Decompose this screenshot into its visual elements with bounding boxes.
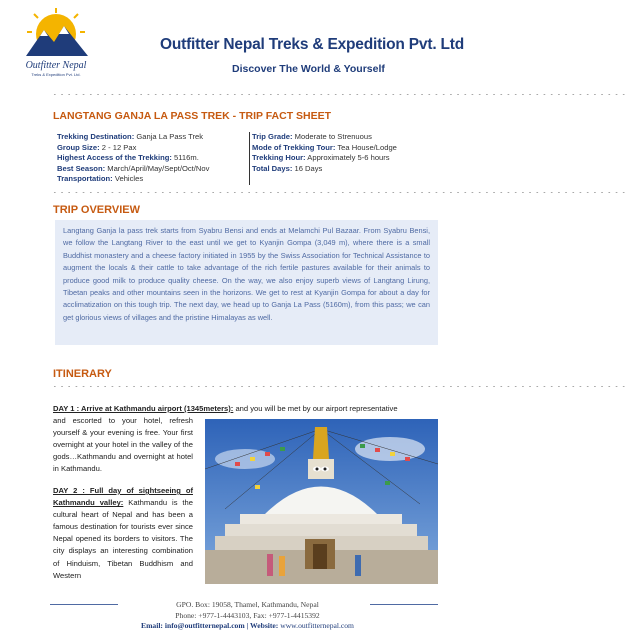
fact-value: Tea House/Lodge	[337, 142, 397, 152]
divider: - - - - - - - - - - - - - - - - - - - - - - - - - - - - - - - - - - - - - - - - - - - - - - - - - - - - - - - - - - - - - - - - - - - - - - - - - - - - - - - -	[53, 383, 626, 390]
facts-right-column	[249, 132, 442, 185]
facts-left-column	[57, 132, 237, 185]
page-footer	[0, 600, 495, 632]
fact-label: Total Days:	[252, 163, 293, 173]
logo-subtext: Treks & Expedition Pvt. Ltd.	[31, 72, 81, 77]
website-link[interactable]: www.outfitternepal.com	[280, 621, 354, 630]
fact-value: Vehicles	[114, 174, 144, 184]
fact-value: Approximately 5-6 hours	[307, 153, 390, 163]
day-1-lead: and you will be met by our airport representative	[233, 404, 398, 413]
logo-text: Outfitter Nepal	[25, 60, 87, 71]
page-header	[0, 0, 495, 90]
fact-label: Mode of Trekking Tour:	[252, 142, 336, 152]
fact-value: Moderate to Strenuous	[294, 132, 372, 141]
boudhanath-stupa-photo	[205, 419, 438, 584]
fact-value: 5116m.	[174, 153, 199, 163]
footer-separator: |	[246, 621, 249, 630]
fact-label: Best Season:	[57, 163, 106, 173]
fact-label: Trekking Destination:	[57, 132, 135, 141]
fact-label: Group Size:	[57, 142, 100, 152]
fact-label: Highest Access of the Trekking:	[57, 153, 172, 163]
company-tagline: Discover The World & Yourself	[232, 63, 385, 75]
fact-value: 16 Days	[294, 163, 323, 173]
fact-value: 2 - 12 Pax	[101, 142, 137, 152]
fact-label: Trip Grade:	[252, 132, 293, 141]
company-name: Outfitter Nepal Treks & Expedition Pvt. Ltd	[160, 36, 465, 53]
trip-facts	[53, 132, 438, 187]
day-2-text: Kathmandu is the cultural heart of Nepal and has been a famous destination for tourists ever since Nepal opened its borders to visitors. The city displays an interesting combination of Hinduism, Tibetan Buddhism and Western	[53, 498, 193, 580]
section-heading-overview: TRIP OVERVIEW	[53, 204, 141, 216]
day-2	[53, 485, 193, 582]
fact-label: Transportation:	[57, 174, 113, 184]
section-heading-itinerary: ITINERARY	[53, 368, 112, 380]
day-1-text: and escorted to your hotel, refresh yourself & your evening is free. Your first overnight at your hotel in the valley of the gods…Kathmandu and overnight at hotel in Kathmandu.	[53, 416, 193, 474]
day-1-heading	[53, 403, 438, 415]
page-title: LANGTANG GANJA LA PASS TREK - TRIP FACT SHEET	[53, 110, 332, 122]
fact-value: March/April/May/Sept/Oct/Nov	[107, 163, 210, 173]
footer-address: GPO. Box: 19058, Thamel, Kathmandu, Nepal	[176, 600, 319, 609]
day-1-label: DAY 1 : Arrive at Kathmandu airport (1345meters):	[53, 404, 234, 413]
email-link[interactable]: info@outfitternepal.com	[164, 621, 245, 630]
email-label: Email:	[141, 621, 163, 630]
footer-phone: Phone: +977-1-4443103, Fax: +977-1-4415392	[175, 610, 320, 620]
website-label: Website:	[250, 621, 279, 630]
day-2-label: DAY 2 : Full day of sightseeing of Kathmandu valley:	[53, 486, 193, 508]
fact-label: Trekking Hour:	[252, 153, 306, 163]
divider: - - - - - - - - - - - - - - - - - - - - - - - - - - - - - - - - - - - - - - - - - - - - - - - - - - - - - - - - - - - - - - - - - - - - - - - - - - - - - - - -	[53, 189, 626, 196]
company-logo	[22, 8, 92, 80]
overview-text: Langtang Ganja la pass trek starts from Syabru Bensi and ends at Melamchi Pul Bazaar. From Syabru Bensi, we follow the Langtang River to the east until we get to Kyanjin Gompa (3,049 m), where there is a small Buddhist monastery and a cheese factory initiated in 1955 by the Swiss Association for Technical Assistance to augment the locals & their cattle to take advantage of the rich fertile pastures available for their animals to produce good milk to produce quality cheese. On the way, we also enjoy superb views of Langtang Lirung, Tibetan peaks and other mountains seen in the horizons. We get to rest at Kyanjin Gompa for about a day for acclimatization on this tough trip. The next day, we head up to Ganja La Pass (5160m), from this pass; we can get glorious views of villages and the pristine Himalayas as well.	[55, 220, 438, 345]
divider: - - - - - - - - - - - - - - - - - - - - - - - - - - - - - - - - - - - - - - - - - - - - - - - - - - - - - - - - - - - - - - - - - - - - - - - - - - - - - - - -	[53, 91, 626, 98]
fact-value: Ganja La Pass Trek	[136, 132, 204, 141]
